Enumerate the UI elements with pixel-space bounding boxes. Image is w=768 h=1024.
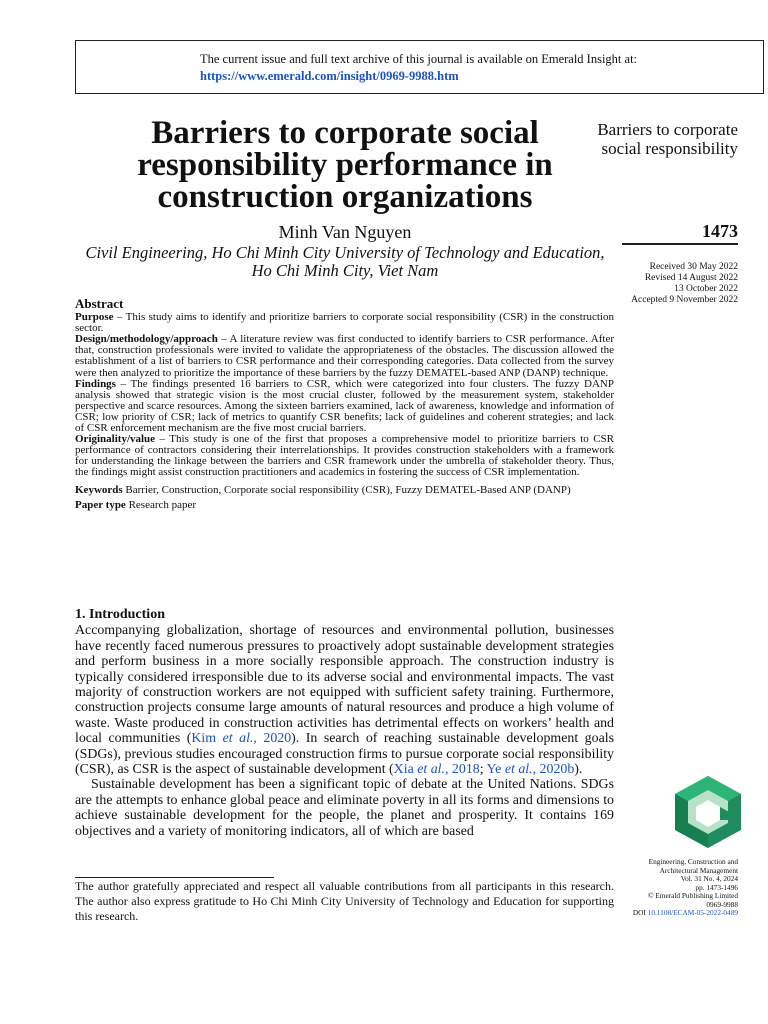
doi-link[interactable]: 10.1108/ECAM-05-2022-0489 <box>647 908 738 917</box>
citation-separator: ; <box>479 762 487 778</box>
citation-author: Kim <box>191 731 223 747</box>
purpose-text: – This study aims to identify and prioritize barriers to corporate social responsibility (CSR) in the construction sector. <box>75 311 614 335</box>
citation-year: , 2018 <box>444 762 480 778</box>
citation-etal: et al. <box>222 731 254 747</box>
journal-copyright: © Emerald Publishing Limited <box>647 891 738 900</box>
design-text: – A literature review was first conducted to identify barriers to CSR performance. After that, construction professionals were invited to validate the appropriateness of the obstacles. The discussion allowed the establishment of a list of barriers to CSR performance and their corresponding categories. Data collected from the survey were then analyzed to prioritize the importance of these barriers by the fuzzy DEMATEL-based ANP (DANP) technique. <box>75 333 614 379</box>
citation-link[interactable] <box>394 762 480 777</box>
author-affiliation <box>75 244 615 280</box>
papertype-text: Research paper <box>125 498 197 511</box>
journal-issn: 0969-9988 <box>706 899 738 909</box>
keywords <box>75 485 614 496</box>
abstract-design <box>75 334 614 378</box>
citation-year: , 2020 <box>253 731 292 747</box>
journal-volume: Vol. 31 No. 4, 2024 <box>680 874 738 883</box>
findings-text: – The findings presented 16 barriers to CSR, which were categorized into four clusters. The fuzzy DANP analysis showed that strategic vision is the most crucial cluster, followed by the measurement system, stakeholder perspective and scarce resources. Among the sixteen barriers examined, lack of awareness, knowledge and information of CSR; low priority of CSR; lack of metrics to quantify CSR benefits; lack of guidelines and coherent strategies; and lack of CSR enforcement mechanism are the five most crucial barriers. <box>75 377 614 435</box>
journal-doi <box>578 909 738 918</box>
paragraph-text: ). In search of reaching sustainable development goals (SDGs), previous studies encouraged construction firms to pursue corporate social responsibility (CSR), as CSR is the aspect of sustainable development ( <box>75 731 614 778</box>
journal-citation-info <box>578 858 738 918</box>
availability-note: The current issue and full text archive of this journal is available on Emerald Insight at: <box>200 52 638 66</box>
date-accepted: Accepted 9 November 2022 <box>631 295 738 305</box>
paragraph-text: Accompanying globalization, shortage of resources and environmental pollution, businesses have recently faced numerous pressures to proactively adopt sustainable development strategies and perform business in a more socially responsible approach. The construction industry is typically considered irresponsible due to its adverse social and environmental impacts. The vast majority of construction workers are not equipped with sufficient safety training. Furthermore, construction projects consume large amounts of natural resources and produce a high volume of waste. Waste produced in construction activities has detrimental effects on workers’ health and local communities ( <box>75 623 614 747</box>
citation-etal: et al. <box>504 762 533 778</box>
page-number: 1473 <box>702 221 738 241</box>
findings-label: Findings <box>75 377 116 390</box>
introduction-section <box>75 607 614 839</box>
date-received: Received 30 May 2022 <box>649 262 738 272</box>
article-title: Barriers to corporate social responsibility performance in construction organizations <box>137 115 553 215</box>
journal-name: Architectural Management <box>659 865 738 875</box>
date-revised: Revised 14 August 2022 <box>644 273 738 283</box>
footnote-divider <box>75 877 274 878</box>
citation-link[interactable] <box>487 762 575 777</box>
date-revised: 13 October 2022 <box>674 284 738 294</box>
journal-pages: pp. 1473-1496 <box>695 882 738 892</box>
abstract-section <box>75 298 614 511</box>
journal-url-link[interactable]: https://www.emerald.com/insight/0969-9988.htm <box>200 69 459 83</box>
purpose-label: Purpose <box>75 311 114 324</box>
journal-logo-icon <box>675 776 741 848</box>
abstract-originality <box>75 434 614 478</box>
citation-author: Xia <box>393 762 418 778</box>
citation-year: , 2020b <box>532 762 575 778</box>
submission-dates <box>631 262 738 306</box>
journal-name: Engineering, Construction and <box>648 857 738 866</box>
keywords-text: Barrier, Construction, Corporate social responsibility (CSR), Fuzzy DEMATEL-Based ANP (DANP) <box>122 483 571 496</box>
doi-label: DOI <box>632 908 648 917</box>
keywords-label: Keywords <box>75 483 123 496</box>
acknowledgement-footnote: The author gratefully appreciated and respect all valuable contributions from all participants in this research. The author also express gratitude to Ho Chi Minh City University of Technology and Education for supporting this research. <box>75 879 614 923</box>
citation-author: Ye <box>486 762 505 778</box>
abstract-purpose <box>75 312 614 334</box>
intro-paragraph <box>75 623 614 777</box>
originality-label: Originality/value <box>75 433 156 446</box>
abstract-heading: Abstract <box>75 296 124 311</box>
citation-etal: et al. <box>417 762 445 778</box>
running-title: Barriers to corporate social responsibility <box>597 120 738 158</box>
section-heading: 1. Introduction <box>75 607 165 622</box>
affiliation-line: Ho Chi Minh City, Viet Nam <box>251 261 439 280</box>
intro-paragraph: Sustainable development has been a significant topic of debate at the United Nations. SDGs are the attempts to enhance global peace and eliminate poverty in all its forms and dimensions to achieve sustainable development for the people, the planet and prosperity. It contains 169 objectives and a variety of monitoring indicators, all of which are based <box>75 777 614 839</box>
paragraph-text: ). <box>574 762 583 778</box>
citation-link[interactable] <box>191 731 291 746</box>
papertype-label: Paper type <box>75 498 126 511</box>
journal-availability-box <box>75 40 764 94</box>
author-name: Minh Van Nguyen <box>278 222 412 242</box>
originality-text: – This study is one of the first that proposes a comprehensive model to prioritize barriers to CSR performance of contractors considering their interrelationships. It provides construction stakeholders with a framework for understanding the linkage between the barriers and CSR framework under the umbrella of stakeholder theory. Thus, the findings might assist construction practitioners and academics in fostering the success of CSR implementation. <box>75 433 614 479</box>
abstract-findings <box>75 379 614 434</box>
divider <box>622 243 738 245</box>
design-label: Design/methodology/approach <box>75 333 218 346</box>
affiliation-line: Civil Engineering, Ho Chi Minh City University of Technology and Education, <box>85 243 605 262</box>
paper-type <box>75 500 614 511</box>
